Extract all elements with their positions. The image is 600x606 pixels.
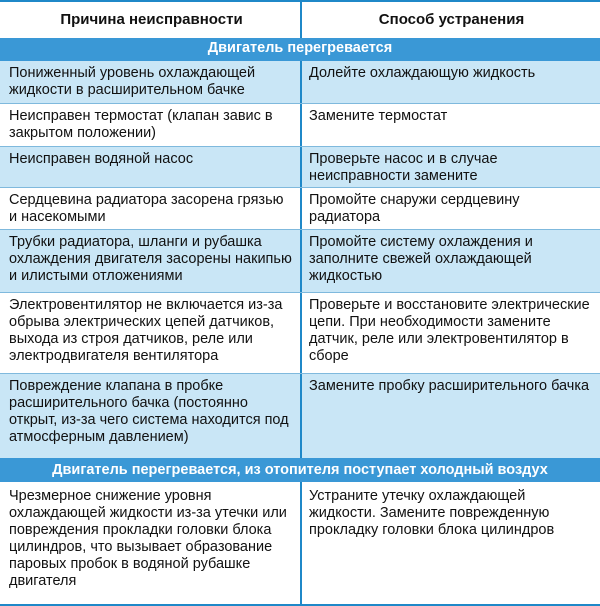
table-header (0, 2, 600, 38)
table-row (0, 374, 600, 458)
fix-cell: Замените термостат (309, 108, 448, 124)
cause-cell: Сердцевина радиатора засорена грязью и насекомыми (0, 188, 302, 229)
fix-cell: Устраните утечку охлаждающей жидкости. Замените поврежденную прокладку головки блока цилиндров (309, 488, 555, 538)
table-row (0, 61, 600, 104)
cause-cell: Трубки радиатора, шланги и рубашка охлаждения двигателя засорены накипью и илистыми отложениями (0, 230, 302, 292)
section-title: Двигатель перегревается (0, 38, 600, 61)
fix-cell: Проверьте и восстановите электрические цепи. При необходимости замените датчик, реле или электровентилятор в сборе (309, 297, 590, 364)
cause-cell: Неисправен водяной насос (0, 147, 302, 187)
table-row (0, 230, 600, 293)
cause-cell: Чрезмерное снижение уровня охлаждающей жидкости из-за утечки или повреждения прокладки головки блока цилиндров, что вызывает образование паровых пробок в водяной рубашке двигателя (0, 482, 302, 604)
section-title: Двигатель перегревается, из отопителя поступает холодный воздух (0, 458, 600, 482)
table-row (0, 188, 600, 230)
cause-cell: Повреждение клапана в пробке расширительного бачка (постоянно открыт, из-за чего система находится под атмосферным давлением) (0, 374, 302, 458)
header-cause: Причина неисправности (0, 2, 302, 38)
cause-cell: Пониженный уровень охлаждающей жидкости в расширительном бачке (0, 61, 302, 103)
fix-cell: Замените пробку расширительного бачка (309, 378, 590, 394)
fix-cell: Проверьте насос и в случае неисправности замените (309, 151, 498, 184)
fix-cell: Промойте снаружи сердцевину радиатора (309, 192, 520, 225)
header-fix: Способ устранения (378, 11, 525, 28)
table-row (0, 482, 600, 604)
cause-cell: Электровентилятор не включается из-за обрыва электрических цепей датчиков, выхода из строя датчиков, реле или электродвигателя вентилятора (0, 293, 302, 373)
table-row (0, 293, 600, 374)
table-row (0, 147, 600, 188)
table-row (0, 104, 600, 147)
cause-cell: Неисправен термостат (клапан завис в закрытом положении) (0, 104, 302, 146)
fix-cell: Долейте охлаждающую жидкость (309, 65, 536, 81)
fix-cell: Промойте систему охлаждения и заполните свежей охлаждающей жидкостью (309, 234, 533, 284)
